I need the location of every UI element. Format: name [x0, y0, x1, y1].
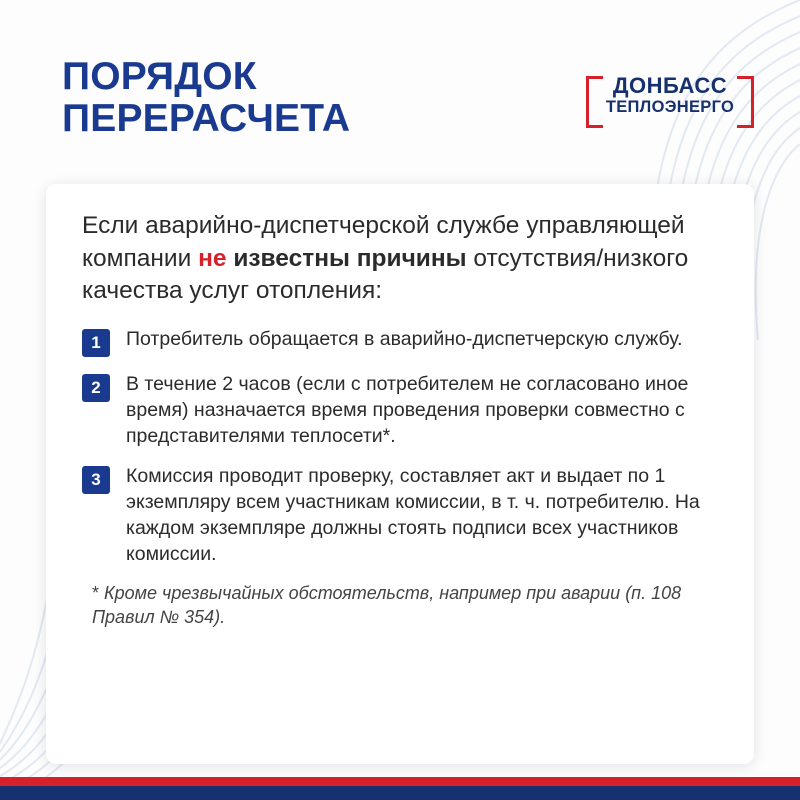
poster-header	[62, 56, 750, 140]
bottom-blue-bar	[0, 786, 800, 800]
list-item	[82, 371, 720, 449]
intro-bold-causes: известны причины	[226, 244, 467, 272]
intro-paragraph	[82, 210, 720, 308]
intro-part-2: отсутствия/низкого качества услуг отопления:	[82, 244, 689, 305]
page-title	[62, 56, 350, 140]
logo-bracket-left-icon	[586, 76, 603, 128]
intro-highlight-ne: не	[198, 244, 227, 272]
footnote-star: *	[92, 582, 100, 603]
steps-list	[82, 326, 720, 568]
company-logo	[590, 74, 750, 116]
page-title-line-2: ПЕРЕРАСЧЕТА	[62, 97, 351, 141]
logo-sub-text: ТЕПЛОЭНЕРГО	[605, 98, 735, 117]
step-text: Комиссия проводит проверку, составляет акт и выдает по 1 экземпляру всем участникам комиссии, в т. ч. потребителю. На каждом экземпляре должны стоять подписи всех участников комиссии.	[126, 465, 700, 566]
step-number-badge: 1	[82, 329, 110, 357]
step-number-badge: 2	[82, 374, 110, 402]
step-text: Потребитель обращается в аварийно-диспетчерскую службу.	[126, 327, 683, 350]
footnote-text: Кроме чрезвычайных обстоятельств, например при аварии (п. 108 Правил № 354).	[92, 582, 682, 627]
footnote	[82, 582, 720, 630]
page-title-line-1: ПОРЯДОК	[62, 55, 257, 98]
content-card	[46, 184, 754, 764]
bottom-red-bar	[0, 777, 800, 786]
intro-part-1: Если аварийно-диспетчерской службе управляющей компании	[82, 212, 685, 272]
logo-bracket-right-icon	[737, 76, 754, 128]
logo-main-text: ДОНБАСС	[612, 73, 728, 98]
list-item	[82, 463, 720, 568]
step-text: В течение 2 часов (если с потребителем не согласовано иное время) назначается время проведения проверки совместно с представителями теплосети*.	[126, 372, 689, 447]
step-number-badge: 3	[82, 466, 110, 494]
list-item	[82, 326, 720, 357]
